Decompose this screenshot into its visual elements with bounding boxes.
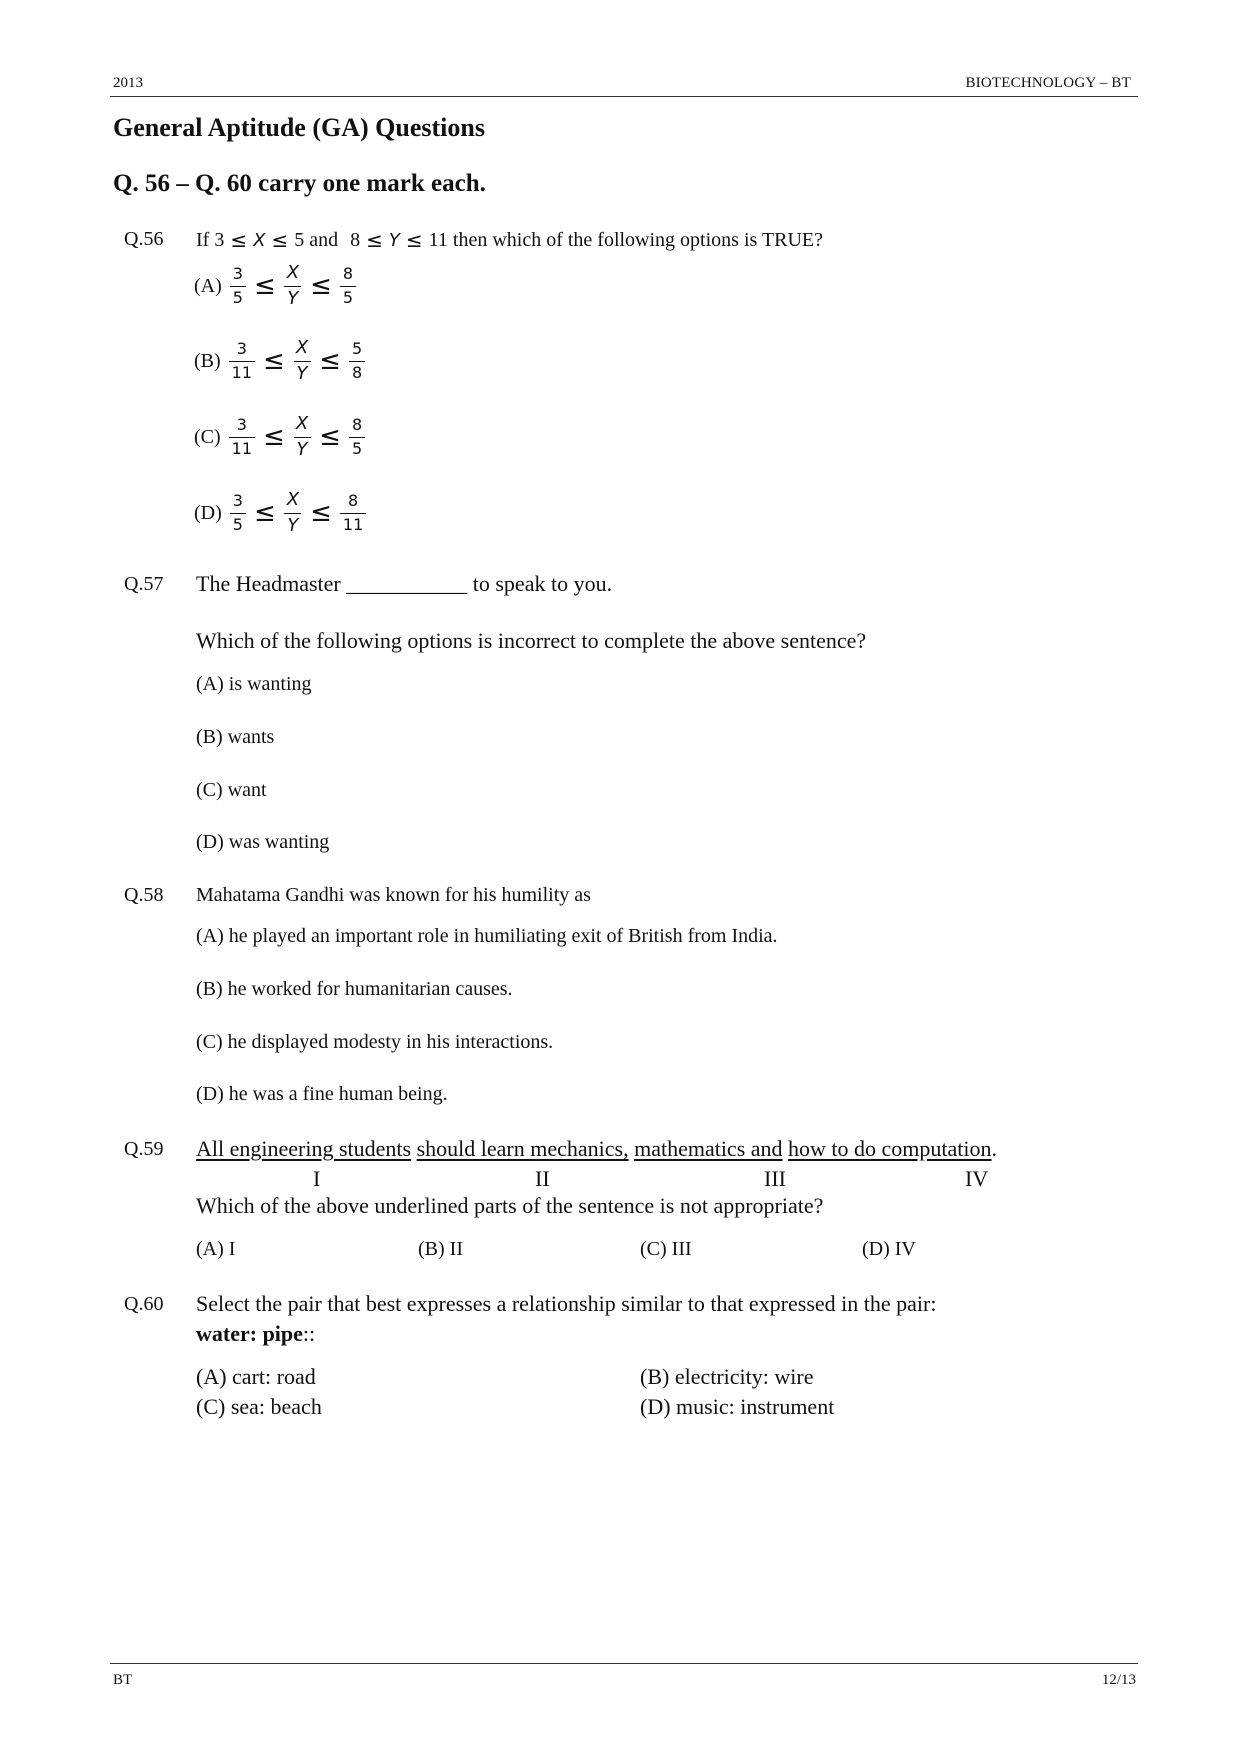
fraction: $\frac{3}{11}$ (229, 417, 255, 458)
fraction: $\frac{8}{11}$ (340, 493, 366, 534)
q60-pair-suffix: :: (302, 1321, 316, 1346)
q58-number: Q.58 (124, 884, 164, 906)
q59-option-a[interactable]: (A) I (196, 1238, 236, 1260)
leq-symbol: ≤ (310, 271, 332, 302)
option-label: (B) (194, 349, 221, 372)
q56-option-b[interactable] (194, 339, 369, 384)
q59-number: Q.59 (124, 1138, 164, 1160)
q60-question: Select the pair that best expresses a relationship similar to that expressed in the pair: (196, 1291, 937, 1316)
q59-period: . (991, 1136, 998, 1161)
leq-symbol: ≤ (319, 346, 341, 377)
q60-number: Q.60 (124, 1293, 164, 1315)
leq-symbol: ≤ (263, 346, 285, 377)
q59-numeral-i: I (313, 1166, 321, 1191)
q56-text-and: 5 and (294, 228, 339, 251)
fraction-x-over-y: $\frac{X}{Y}$ (284, 264, 302, 309)
fraction: $\frac{8}{5}$ (349, 417, 365, 458)
q57-sentence: The Headmaster ___________ to speak to you. (196, 571, 613, 596)
option-label: (D) (194, 501, 222, 524)
fraction: $\frac{8}{5}$ (340, 266, 356, 307)
q57-option-d[interactable]: (D) was wanting (196, 831, 330, 853)
leq-symbol: ≤ (253, 271, 276, 302)
fraction-x-over-y: $\frac{X}{Y}$ (293, 415, 311, 460)
q60-option-a[interactable]: (A) cart: road (196, 1364, 316, 1389)
q60-option-c[interactable]: (C) sea: beach (196, 1394, 322, 1419)
q59-part-i: All engineering students (196, 1136, 412, 1161)
q57-option-a[interactable]: (A) is wanting (196, 673, 312, 695)
q56-number: Q.56 (124, 228, 164, 250)
footer-rule (110, 1663, 1138, 1664)
q60-pair-words: water: pipe (196, 1321, 303, 1346)
var-y: Y (388, 229, 400, 251)
leq-symbol: ≤ (366, 228, 383, 252)
q59-part-iii: mathematics and (634, 1136, 783, 1161)
q59-numeral-ii: II (535, 1166, 550, 1191)
q59-part-ii: should learn mechanics, (416, 1136, 629, 1161)
q56-text-if: If 3 (196, 228, 225, 251)
section-title: General Aptitude (GA) Questions (113, 113, 485, 142)
q59-option-d[interactable]: (D) IV (862, 1238, 916, 1260)
q59-numeral-iii: III (764, 1166, 786, 1191)
leq-symbol: ≤ (271, 228, 289, 252)
option-label: (A) (194, 274, 222, 297)
q59-option-c[interactable]: (C) III (640, 1238, 692, 1260)
q58-question: Mahatama Gandhi was known for his humility as (196, 884, 591, 906)
q59-part-iv: how to do computation (788, 1136, 992, 1161)
q56-question (196, 228, 823, 252)
q60-pair (196, 1321, 315, 1347)
q60-option-d[interactable]: (D) music: instrument (640, 1394, 835, 1419)
leq-symbol: ≤ (253, 498, 276, 529)
q56-text-rest: 11 then which of the following options is TRUE? (428, 228, 824, 251)
q58-option-b[interactable]: (B) he worked for humanitarian causes. (196, 978, 513, 1000)
q56-option-a[interactable] (194, 264, 360, 309)
q56-text-eight: 8 (350, 228, 361, 251)
q56-option-c[interactable] (194, 415, 369, 460)
q59-question: Which of the above underlined parts of the sentence is not appropriate? (196, 1193, 824, 1218)
fraction: $\frac{5}{8}$ (349, 341, 365, 382)
q56-option-d[interactable] (194, 491, 370, 536)
leq-symbol: ≤ (405, 228, 423, 252)
q58-option-c[interactable]: (C) he displayed modesty in his interactions. (196, 1031, 554, 1053)
q59-option-b[interactable]: (B) II (418, 1238, 463, 1260)
header-rule (110, 96, 1138, 97)
leq-symbol: ≤ (263, 422, 285, 453)
q59-numeral-iv: IV (965, 1166, 989, 1191)
footer-code: BT (113, 1672, 133, 1688)
q59-sentence (196, 1136, 997, 1162)
header-year: 2013 (113, 75, 143, 91)
option-label: (C) (194, 425, 221, 448)
q57-number: Q.57 (124, 573, 164, 595)
leq-symbol: ≤ (230, 228, 248, 252)
q57-option-c[interactable]: (C) want (196, 779, 267, 801)
page-number: 12/13 (1101, 1672, 1136, 1688)
fraction: $\frac{3}{11}$ (229, 341, 255, 382)
fraction: $\frac{3}{5}$ (230, 493, 246, 534)
q58-option-a[interactable]: (A) he played an important role in humiliating exit of British from India. (196, 925, 778, 947)
fraction-x-over-y: $\frac{X}{Y}$ (284, 491, 302, 536)
marks-title: Q. 56 – Q. 60 carry one mark each. (113, 170, 486, 197)
q60-option-b[interactable]: (B) electricity: wire (640, 1364, 814, 1389)
fraction-x-over-y: $\frac{X}{Y}$ (293, 339, 311, 384)
fraction: $\frac{3}{5}$ (230, 266, 246, 307)
var-x: X (253, 229, 266, 251)
q57-option-b[interactable]: (B) wants (196, 726, 275, 748)
q58-option-d[interactable]: (D) he was a fine human being. (196, 1083, 448, 1105)
q57-question: Which of the following options is incorrect to complete the above sentence? (196, 628, 867, 653)
leq-symbol: ≤ (310, 498, 332, 529)
leq-symbol: ≤ (319, 422, 341, 453)
header-paper-title: BIOTECHNOLOGY – BT (965, 75, 1131, 91)
